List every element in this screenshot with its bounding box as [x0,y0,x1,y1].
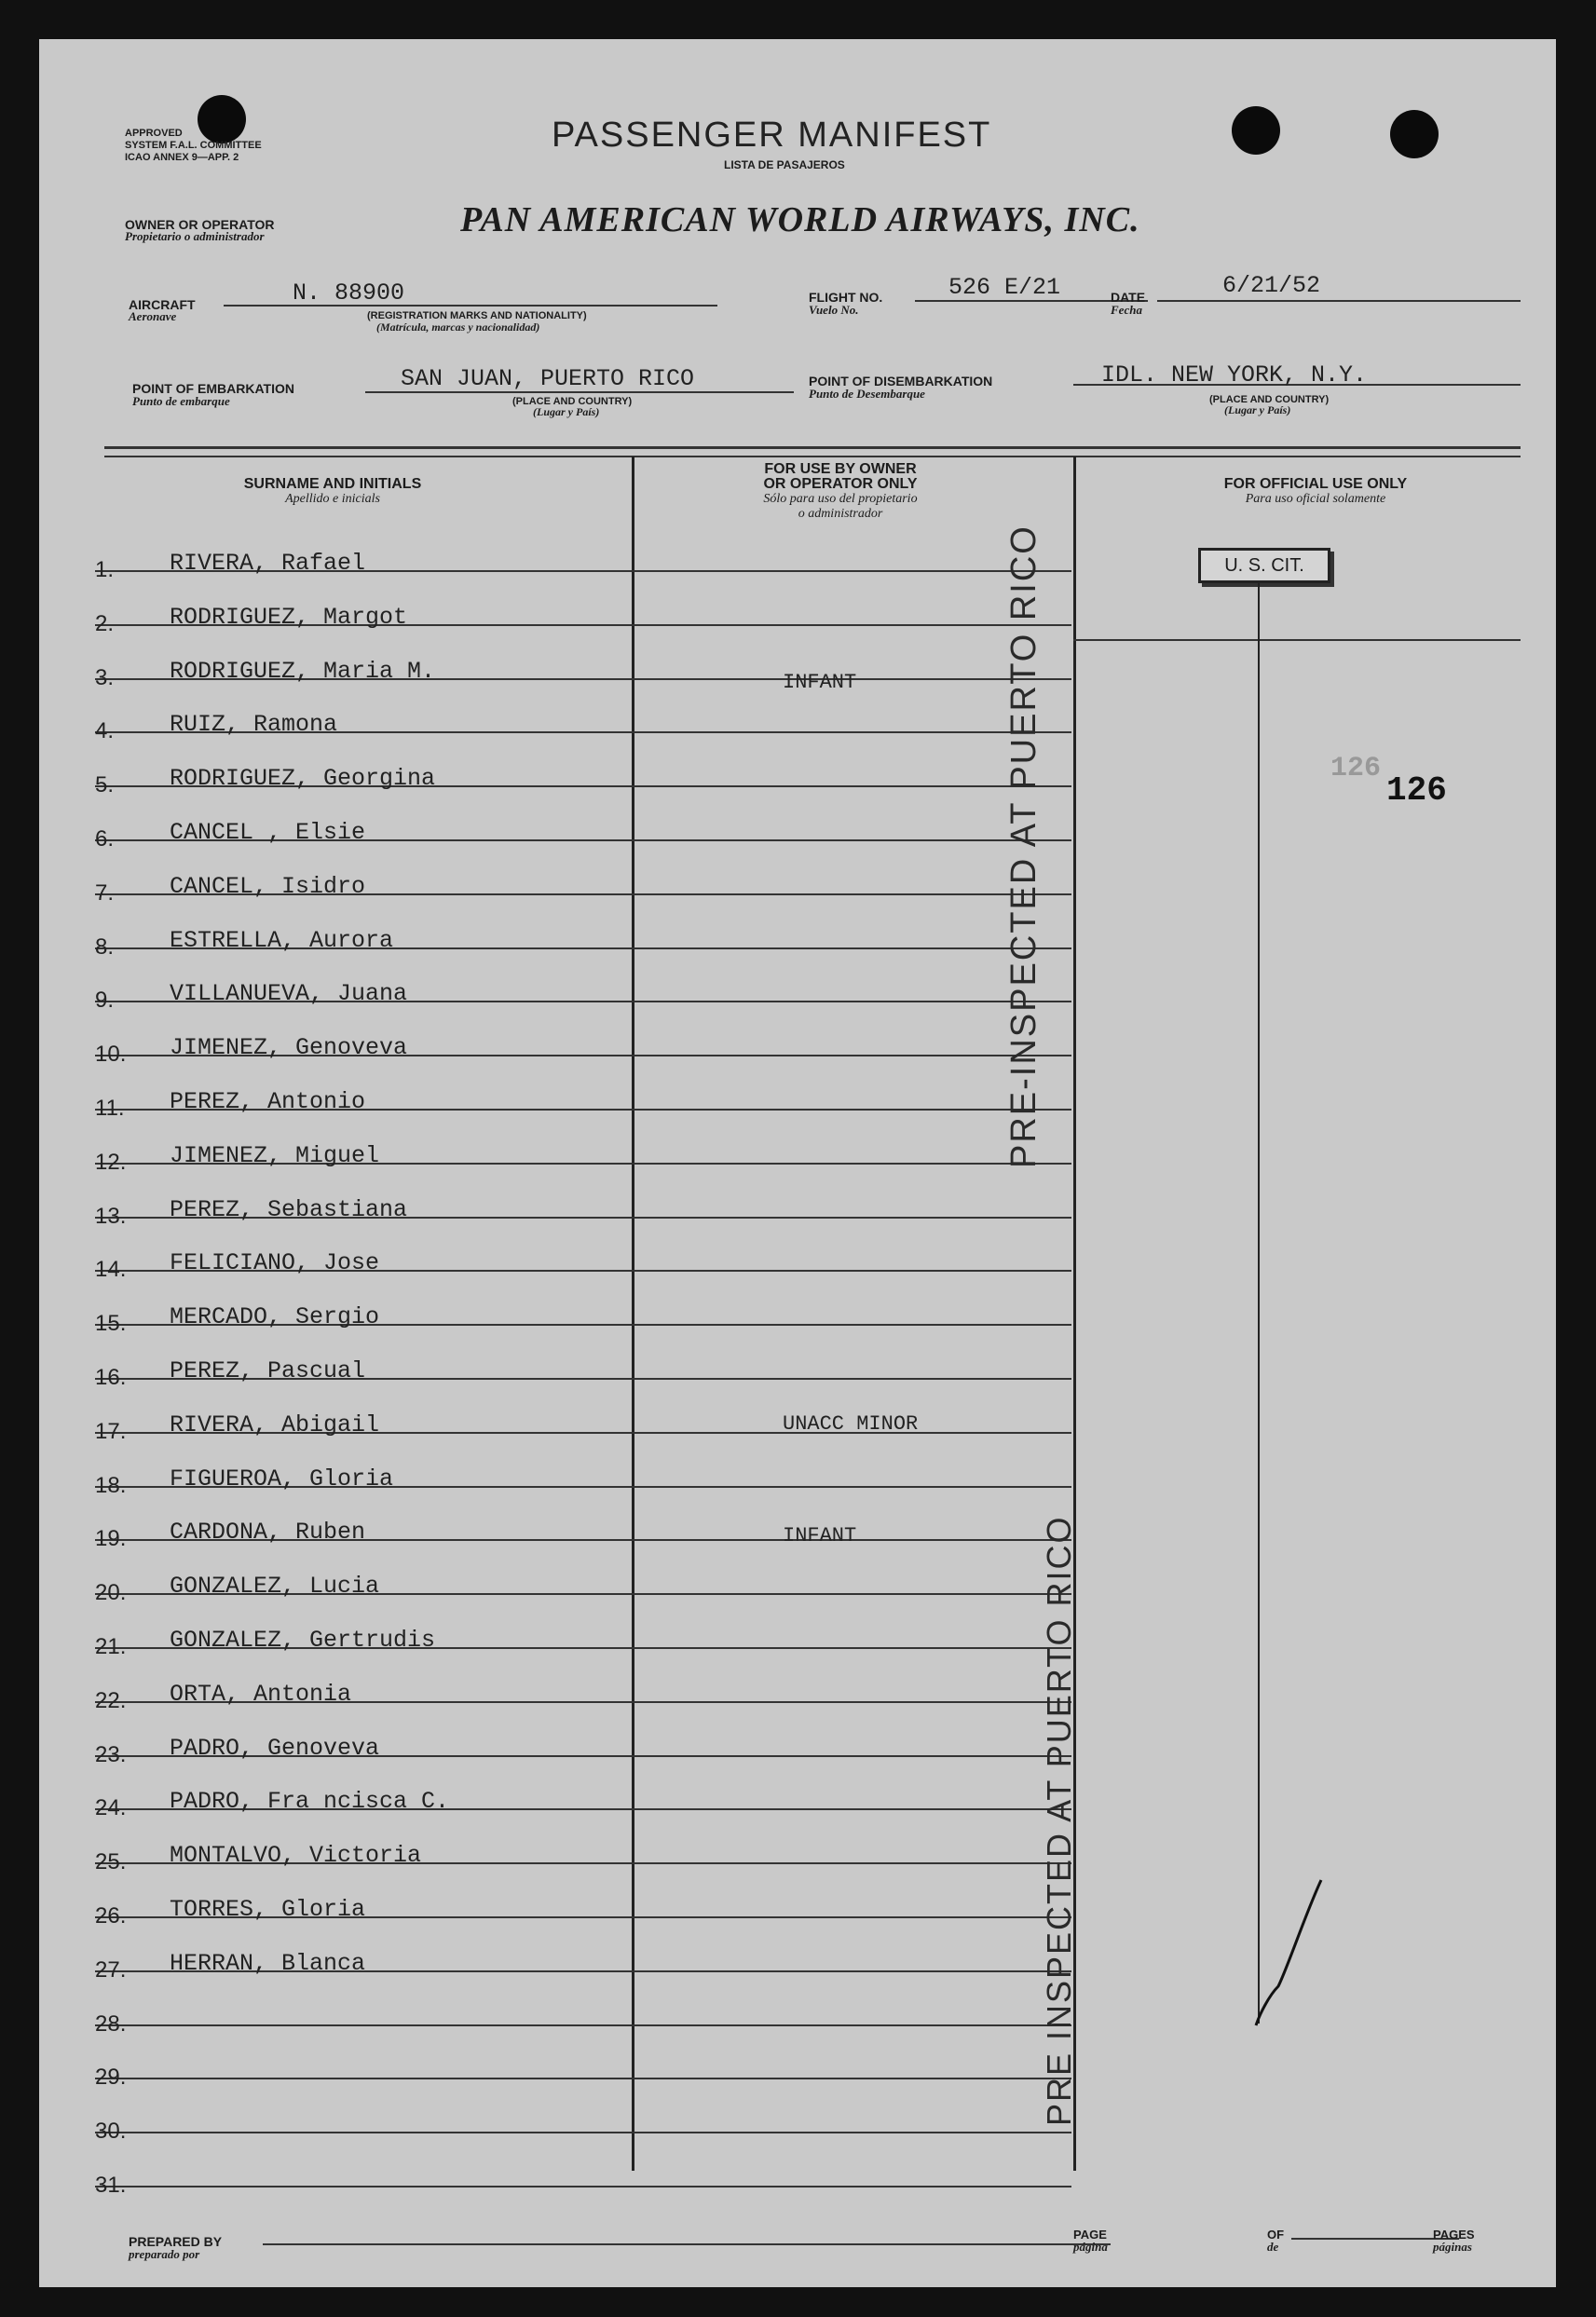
passenger-name: CANCEL , Elsie [170,819,366,846]
row-number: 7. [95,880,115,906]
of-label: OF [1267,2228,1285,2242]
date-value: 6/21/52 [1222,272,1321,299]
passenger-name: VILLANUEVA, Juana [170,980,408,1007]
col-official-heading: FOR OFFICIAL USE ONLY Para uso oficial solamente [1223,476,1408,506]
row-number: 2. [95,611,115,636]
row-number: 26. [95,1903,127,1929]
date-label: DATE [1111,290,1146,305]
passenger-name: PEREZ, Sebastiana [170,1196,408,1223]
row-number: 16. [95,1365,127,1390]
prepared-by-label-es: preparado por [129,2247,200,2261]
row-number: 25. [95,1849,127,1874]
row-number: 18. [95,1473,127,1498]
passenger-name: CANCEL, Isidro [170,873,366,900]
passenger-name: MONTALVO, Victoria [170,1842,422,1869]
row-number: 19. [95,1526,127,1551]
passenger-name: PADRO, Genoveva [170,1735,380,1762]
passenger-name: MERCADO, Sergio [170,1303,380,1330]
row-number: 4. [95,718,115,743]
pages-label-es: páginas [1433,2240,1472,2254]
passenger-name: PADRO, Fra ncisca C. [170,1788,450,1815]
row-line [95,2132,1071,2133]
row-number: 24. [95,1795,127,1820]
checkmark-icon [1250,1874,1325,2033]
passenger-name: GONZALEZ, Lucia [170,1573,380,1600]
punch-hole-right [1390,110,1439,158]
column-divider-1 [632,457,634,2171]
row-number: 3. [95,665,115,690]
row-number: 20. [95,1580,127,1605]
row-number: 29. [95,2065,127,2090]
disembarkation-label-es: Punto de Desembarque [809,387,925,401]
flight-label: FLIGHT NO. [809,290,883,305]
row-number: 13. [95,1204,127,1229]
embarkation-caption-es: (Lugar y País) [533,405,600,418]
row-number: 11. [95,1096,125,1121]
col-surname-heading: SURNAME AND INITIALS Apellido e inicials [243,476,422,506]
row-number: 31. [95,2173,127,2198]
passenger-name: HERRAN, Blanca [170,1950,366,1977]
row-number: 21. [95,1634,127,1659]
row-number: 6. [95,826,115,852]
embarkation-label-es: Punto de embarque [132,394,230,408]
page-subtitle: LISTA DE PASAJEROS [724,158,845,171]
aircraft-value: N. 88900 [293,279,405,307]
row-number: 5. [95,772,115,797]
passenger-name: ORTA, Antonia [170,1681,352,1708]
row-number: 10. [95,1042,127,1067]
passenger-name: RIVERA, Rafael [170,550,366,577]
row-line [95,2024,1071,2026]
row-number: 14. [95,1257,127,1282]
passenger-count-faint: 126 [1330,753,1382,784]
preinspection-stamp-lower: PRE INSPECTED AT PUERTO RICO [1040,1515,1078,2126]
passenger-name: GONZALEZ, Gertrudis [170,1627,436,1654]
row-number: 15. [95,1311,127,1336]
passenger-name: RODRIGUEZ, Maria M. [170,658,436,685]
disembarkation-caption-es: (Lugar y País) [1224,403,1291,416]
row-line [95,2078,1071,2079]
embarkation-label: POINT OF EMBARKATION [132,381,294,396]
note-row19: INFANT [783,1524,857,1547]
passenger-name: CARDONA, Ruben [170,1519,366,1546]
passenger-name: PEREZ, Antonio [170,1088,366,1115]
preinspection-stamp-upper: PRE-INSPECTED AT PUERTO RICO [1004,525,1044,1168]
passenger-name: JIMENEZ, Miguel [170,1142,380,1169]
passenger-name: ESTRELLA, Aurora [170,927,394,954]
page-label: PAGE [1073,2228,1107,2242]
row-number: 27. [95,1957,127,1983]
passenger-count: 126 [1386,771,1447,810]
row-number: 28. [95,2011,127,2037]
us-citizen-stamp: U. S. CIT. [1198,548,1330,583]
official-tally-line [1258,581,1260,2024]
flight-label-es: Vuelo No. [809,303,859,317]
disembarkation-label: POINT OF DISEMBARKATION [809,374,993,388]
passenger-name: JIMENEZ, Genoveva [170,1034,408,1061]
owner-label: OWNER OR OPERATOR [125,217,275,232]
flight-value: 526 E/21 [948,274,1061,301]
row-number: 23. [95,1742,127,1767]
row-number: 8. [95,934,115,960]
pages-label: PAGES [1433,2228,1475,2242]
passenger-name: PEREZ, Pascual [170,1357,366,1384]
aircraft-label-es: Aeronave [129,309,177,323]
passenger-name: RIVERA, Abigail [170,1411,380,1438]
col-owner-heading: FOR USE BY OWNER OR OPERATOR ONLY Sólo para uso del propietario o administrador [763,461,918,521]
date-label-es: Fecha [1111,303,1142,317]
prepared-by-label: PREPARED BY [129,2234,223,2249]
page-label-es: página [1073,2240,1108,2254]
passenger-name: FIGUEROA, Gloria [170,1465,394,1492]
aircraft-label: AIRCRAFT [129,297,196,312]
aircraft-caption: (REGISTRATION MARKS AND NATIONALITY) [367,310,587,321]
page-title: PASSENGER MANIFEST [552,116,992,155]
note-row17: UNACC MINOR [783,1412,919,1436]
passenger-name: RODRIGUEZ, Margot [170,604,408,631]
passenger-name: FELICIANO, Jose [170,1249,380,1276]
row-number: 1. [95,557,115,582]
owner-value: PAN AMERICAN WORLD AIRWAYS, INC. [460,200,1140,239]
header-rule [104,446,1521,449]
row-number: 17. [95,1419,127,1444]
row-number: 22. [95,1688,127,1713]
embarkation-caption: (PLACE AND COUNTRY) [512,396,633,407]
of-label-es: de [1267,2240,1279,2254]
punch-hole-middle [1232,106,1280,155]
row-line [95,2186,1071,2188]
disembarkation-caption: (PLACE AND COUNTRY) [1209,394,1330,405]
passenger-name: TORRES, Gloria [170,1896,366,1923]
passenger-name: RUIZ, Ramona [170,711,338,738]
approval-note: APPROVED SYSTEM F.A.L. COMMITTEE ICAO ANNEX 9—APP. 2 [125,128,262,163]
aircraft-caption-es: (Matrícula, marcas y nacionalidad) [376,320,540,334]
passenger-name: RODRIGUEZ, Georgina [170,765,436,792]
row-number: 30. [95,2119,127,2144]
owner-label-es: Propietario o administrador [125,229,265,243]
row-number: 12. [95,1150,127,1175]
embarkation-value: SAN JUAN, PUERTO RICO [401,365,695,392]
row-number: 9. [95,988,115,1013]
note-row3: INFANT [783,671,857,694]
manifest-page [39,39,1556,2287]
disembarkation-value: IDL. NEW YORK, N.Y. [1101,361,1368,388]
